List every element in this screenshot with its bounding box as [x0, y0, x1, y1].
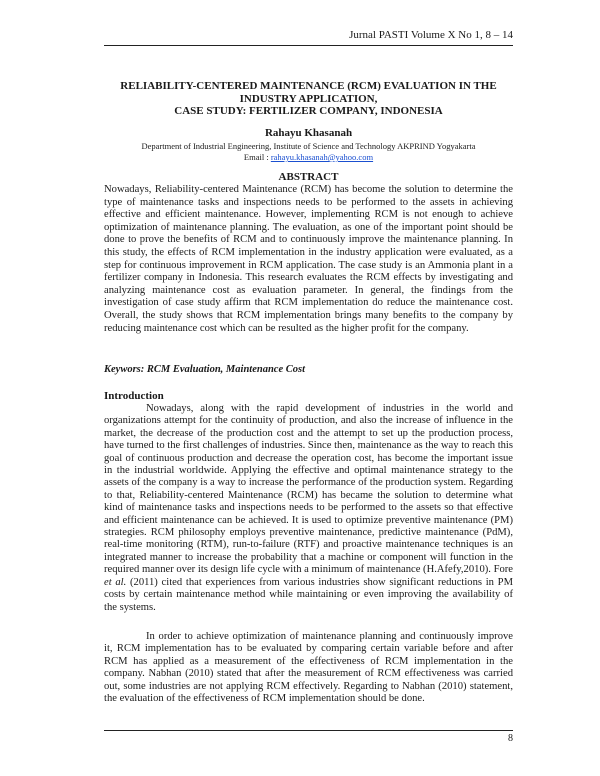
title-line-3: CASE STUDY: FERTILIZER COMPANY, INDONESIA — [174, 105, 443, 117]
intro-p1-text-b: (2011) cited that experiences from various industries show significant reductions in PM costs by certain maintenance method while maintaining or even improving the availability of the systems. — [104, 576, 513, 613]
abstract-heading: ABSTRACT — [278, 171, 339, 183]
introduction-paragraph-2: In order to achieve optimization of maintenance planning and continuously improve it, RCM implementation has to be evaluated by comparing certain variable before and after RCM has applied as a measurement of the effectiveness of RCM implementation in the company. Nabhan (2010) stated that after the measurement of RCM effectiveness was carried out, some industries are not applying RCM effectively. Regarding to Nabhan (2010) statement, the evaluation of the effectiveness of RCM implementation should be done. — [104, 631, 513, 705]
title-line-2: INDUSTRY APPLICATION, — [239, 92, 378, 105]
intro-p1-et-al: et al. — [104, 576, 127, 588]
author-email-line — [104, 152, 513, 163]
paper-title — [104, 80, 513, 118]
running-head: Jurnal PASTI Volume X No 1, 8 – 14 — [349, 29, 513, 41]
footer-rule — [104, 730, 513, 731]
author-name: Rahayu Khasanah — [264, 127, 353, 139]
header-rule — [104, 45, 513, 46]
abstract-text: Nowadays, Reliability-centered Maintenance (RCM) has become the solution to determine the type of maintenance tasks and inspections needs to be performed to the assets in achieving effective and efficient maintenance. However, implementing RCM is not enough to achieve optimization of maintenance planning. The evaluation, as one of the important point should be done to prove the benefits of RCM and to continuously improve the maintenance planning. In this study, the effects of RCM implementation in the industry application were evaluated, as a step for continuous improvement in RCM application. The case study is an Ammonia plant in a fertilizer company in Indonesia. This research evaluates the RCM effects by investigating and analyzing maintenance cost as evaluation parameter. In general, the findings from the investigation of case study affirm that RCM implementation do reduce the maintenance cost. Overall, the study shows that RCM implementation brings many benefits to the company by reducing maintenance cost which can be resulted as the higher profit for the company. — [104, 184, 513, 334]
intro-p1-text-a: Nowadays, along with the rapid development of industries in the world and organizations attempt for the continuity of production, and also the increase of influence in the market, the decrease of the production cost and the attempt to set up the production process, have turned to the first challenges of industries. Since then, maintenance as the way to reach this goal of continuous production and decrease the operation cost, has become the important issue in the industrial worldwide. Applying the effective and optimal maintenance strategy to the assets of the company is a way to increase the performance of the production system. Regarding to that, Reliability-centered Maintenance (RCM) has became the solution to determine what kind of maintenance tasks and inspections needs to be performed to the assets so that effective and efficient maintenance can be achieved. It is used to optimize preventive maintenance (PM) strategies. RCM philosophy employs preventive maintenance, predictive maintenance (PdM), real-time monitoring (RTM), run-to-failure (RTF) and proactive maintenance techniques is an integrated manner to increase the probability that a machine or component will function in the required manner over its design life cycle with a minimum of maintenance (H.Afefy,2010). Fore — [104, 403, 513, 576]
introduction-heading: Introduction — [104, 390, 164, 402]
title-line-1: RELIABILITY-CENTERED MAINTENANCE (RCM) EVALUATION IN THE — [120, 80, 497, 92]
email-label: Email : — [243, 152, 269, 162]
email-link[interactable]: rahayu.khasanah@yahoo.com — [270, 152, 374, 162]
author-affiliation: Department of Industrial Engineering, Institute of Science and Technology AKPRIND Yogyakarta — [141, 141, 476, 151]
page-number: 8 — [508, 733, 513, 744]
keywords: Keywors: RCM Evaluation, Maintenance Cost — [104, 364, 305, 375]
introduction-paragraph-1 — [104, 403, 513, 614]
